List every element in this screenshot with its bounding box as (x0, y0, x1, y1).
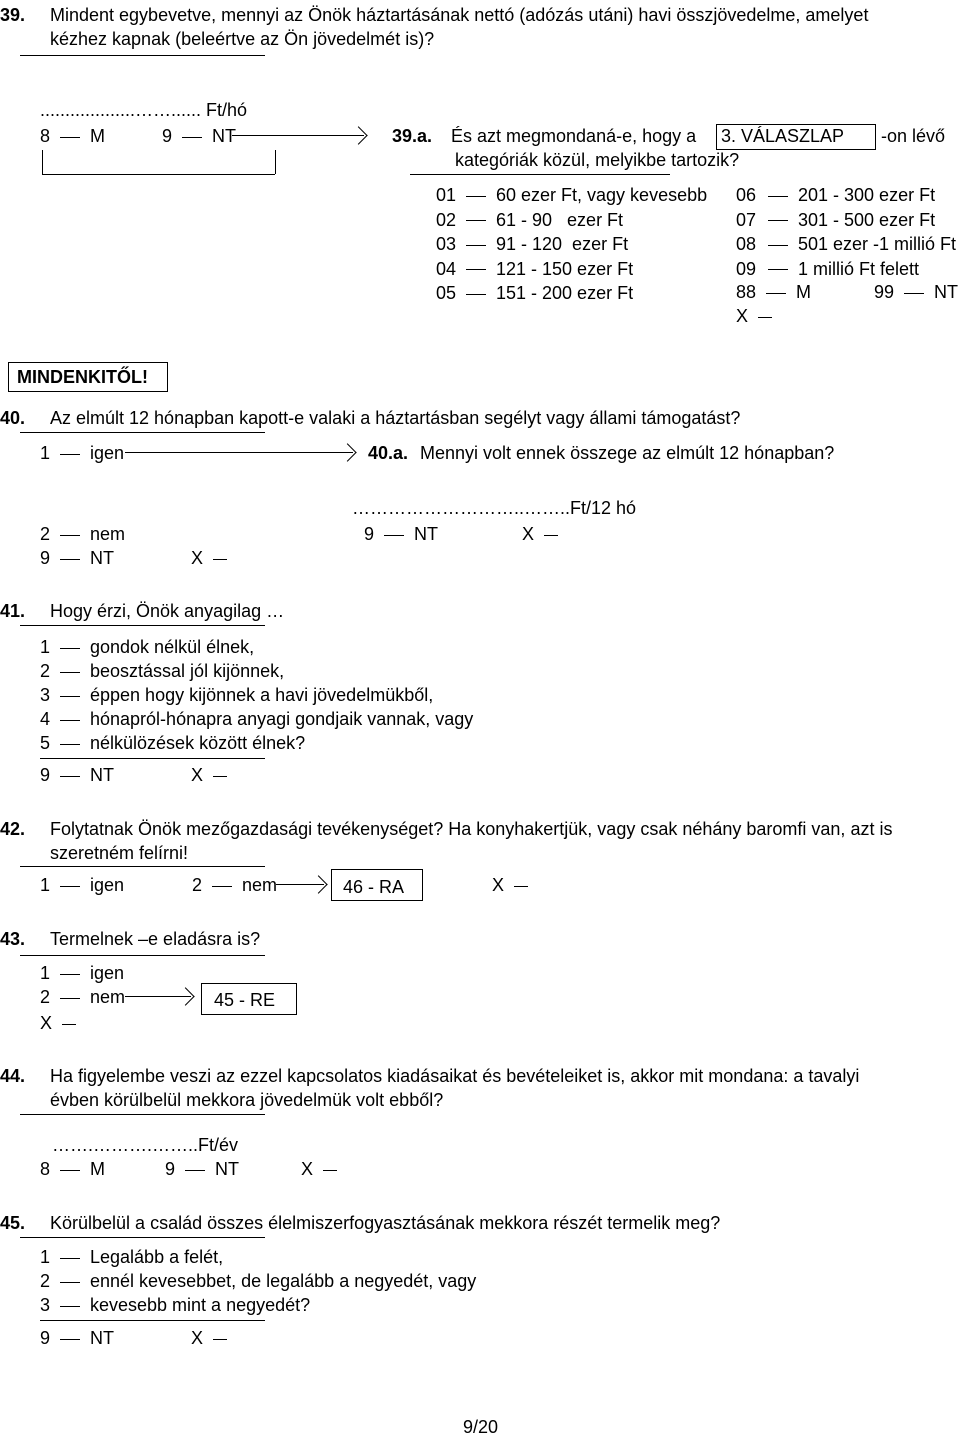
dash-mark (60, 648, 80, 649)
q41-number: 41. (0, 601, 26, 621)
dash-mark (60, 696, 80, 697)
q40a-answer-field[interactable]: ………………………..……..Ft/12 hó (352, 498, 637, 518)
q40a-option-nt[interactable]: 9 NT (364, 524, 439, 544)
q45-option-x[interactable]: X (191, 1327, 237, 1349)
q41-option-x[interactable]: X (191, 764, 237, 786)
q41-option-3[interactable] (40, 684, 433, 706)
option-label: ennél kevesebbet, de legalább a negyedét, vagy (90, 1271, 477, 1291)
q43-option-x[interactable]: X (40, 1012, 86, 1034)
q39a-option-05[interactable] (436, 282, 633, 304)
option-label: 60 ezer Ft, vagy kevesebb (496, 185, 708, 205)
option-code: 1 (40, 1247, 51, 1267)
q40a-number: 40.a. (368, 443, 409, 463)
dash-mark (768, 196, 788, 197)
q41-option-nt[interactable]: 9 NT (40, 765, 115, 785)
q40a-text: Mennyi volt ennek összege az elmúlt 12 hónapban? (420, 443, 835, 463)
option-code: 3 (40, 1295, 51, 1315)
q44-option-nt[interactable]: 9 NT (165, 1159, 240, 1179)
q41-option-5[interactable] (40, 732, 305, 754)
q45-option-3[interactable] (40, 1294, 310, 1316)
q43-number: 43. (0, 929, 26, 949)
dash-mark (60, 744, 80, 745)
q39-arrow-to-39a (232, 135, 364, 136)
option-label: kevesebb mint a negyedét? (90, 1295, 311, 1315)
q41-option-4[interactable] (40, 708, 473, 730)
dash-mark (60, 1258, 80, 1259)
q42-option-x[interactable]: X (492, 874, 538, 896)
q45-text: Körülbelül a család összes élelmiszerfogyasztásának mekkora részét termelik meg? (50, 1213, 721, 1233)
q42-option-no[interactable]: 2 nem (192, 875, 278, 895)
dash-mark (60, 720, 80, 721)
option-label: nélkülözések között élnek? (90, 733, 306, 753)
option-label: hónapról-hónapra anyagi gondjaik vannak, vagy (90, 709, 474, 729)
q41-text: Hogy érzi, Önök anyagilag … (50, 601, 285, 621)
q45-divider (20, 1237, 265, 1238)
option-label: éppen hogy kijönnek a havi jövedelmükből, (90, 685, 434, 705)
option-code: 02 (436, 209, 457, 230)
option-label: 1 millió Ft felett (798, 258, 920, 279)
q39a-option-02[interactable] (436, 209, 623, 231)
q39a-option-m[interactable]: 88 M (736, 282, 812, 302)
q45-option-1[interactable] (40, 1246, 223, 1268)
q39-answer-field[interactable]: ...................……...... Ft/hó (40, 100, 248, 120)
q45-number: 45. (0, 1213, 26, 1233)
dash-mark (466, 294, 486, 295)
option-code: 09 (736, 258, 757, 279)
option-code: 06 (736, 185, 757, 205)
q42-option-yes[interactable]: 1 igen (40, 875, 125, 895)
q39a-option-x[interactable]: X (736, 305, 782, 327)
option-code: 2 (40, 1271, 51, 1291)
q44-number: 44. (0, 1066, 26, 1086)
q40-option-nt[interactable]: 9 NT (40, 548, 115, 568)
option-code: 07 (736, 209, 757, 230)
q39-number: 39. (0, 5, 26, 25)
dash-mark (768, 220, 788, 221)
q44-answer-field[interactable]: …….……….……..Ft/év (52, 1135, 239, 1155)
q39-option-nt[interactable]: 9 NT (162, 126, 237, 146)
dash-mark (768, 245, 788, 246)
q39-bracket-right (275, 150, 276, 174)
dash-mark (466, 196, 486, 197)
valaszlap-label: 3. VÁLASZLAP (721, 126, 845, 146)
q43-arrow (125, 996, 191, 997)
option-code: 2 (40, 661, 51, 681)
q39a-option-07[interactable] (736, 209, 935, 231)
q40-number: 40. (0, 408, 26, 428)
q43-option-no[interactable]: 2 nem (40, 987, 126, 1007)
q39a-divider (410, 174, 670, 175)
page-number: 9/20 (463, 1417, 499, 1437)
q42-divider (20, 866, 265, 867)
dash-mark (60, 1306, 80, 1307)
q39a-text2: -on lévő (881, 126, 946, 146)
q40a-option-x[interactable]: X (522, 523, 568, 545)
q40-option-x[interactable]: X (191, 547, 237, 569)
q40-option-yes[interactable]: 1 igen (40, 443, 125, 463)
option-label: 301 - 500 ezer Ft (798, 209, 936, 230)
q40-arrow-to-40a (125, 452, 353, 453)
q45-option-2[interactable] (40, 1270, 476, 1292)
option-label: Legalább a felét, (90, 1247, 224, 1267)
q39a-option-04[interactable] (436, 258, 633, 280)
q43-option-yes[interactable]: 1 igen (40, 963, 125, 983)
option-code: 1 (40, 637, 51, 657)
q39a-option-01[interactable] (436, 184, 707, 206)
q45-options-divider (40, 1320, 265, 1321)
q41-divider (20, 625, 265, 626)
q39-option-m[interactable]: 8 M (40, 126, 106, 146)
q44-text-line1: Ha figyelembe veszi az ezzel kapcsolatos kiadásaikat és bevételeiket is, akkor mit mondana: a tavalyi (50, 1066, 860, 1086)
q39a-option-06[interactable] (736, 184, 935, 206)
q43-text: Termelnek –e eladásra is? (50, 929, 261, 949)
option-label: 91 - 120 ezer Ft (496, 234, 629, 254)
q40-option-no[interactable]: 2 nem (40, 524, 126, 544)
q41-options-divider (40, 758, 265, 759)
q39-bracket-left (42, 150, 43, 174)
q39-divider (20, 55, 265, 56)
option-code: 3 (40, 685, 51, 705)
q39a-option-09[interactable] (736, 258, 919, 280)
q42-arrow (276, 884, 324, 885)
option-label: 151 - 200 ezer Ft (496, 283, 634, 303)
option-label: 121 - 150 ezer Ft (496, 258, 634, 279)
q42-skip-label: 46 - RA (343, 877, 405, 897)
option-label: beosztással jól kijönnek, (90, 661, 285, 681)
option-label: 501 ezer -1 millió Ft (798, 234, 957, 254)
q39a-text1: És azt megmondaná-e, hogy a (451, 126, 697, 146)
dash-mark (60, 1282, 80, 1283)
q44-divider (20, 1114, 265, 1115)
option-code: 5 (40, 733, 51, 753)
option-label: 201 - 300 ezer Ft (798, 185, 936, 205)
q39-text-line2: kézhez kapnak (beleértve az Ön jövedelmét is)? (50, 29, 435, 49)
dash-mark (466, 245, 486, 246)
q39-text-line1: Mindent egybevetve, mennyi az Önök háztartásának nettó (adózás utáni) havi összjövedelme, amelyet (50, 5, 869, 25)
q42-text-line1: Folytatnak Önök mezőgazdasági tevékenységet? Ha konyhakertjük, vagy csak néhány baromfi van, azt is (50, 819, 893, 839)
q45-option-nt[interactable]: 9 NT (40, 1328, 115, 1348)
option-code: 03 (436, 234, 457, 254)
dash-mark (466, 269, 486, 270)
option-code: 4 (40, 709, 51, 729)
dash-mark (768, 269, 788, 270)
q44-option-x[interactable]: X (301, 1158, 347, 1180)
q44-option-m[interactable]: 8 M (40, 1159, 106, 1179)
option-label: 61 - 90 ezer Ft (496, 209, 624, 230)
option-code: 04 (436, 258, 457, 279)
q40-text: Az elmúlt 12 hónapban kapott-e valaki a háztartásban segélyt vagy állami támogatást? (50, 408, 741, 428)
dash-mark (466, 220, 486, 221)
q44-text-line2: évben körülbelül mekkora jövedelmük volt ebből? (50, 1090, 444, 1110)
q42-text-line2: szeretném felírni! (50, 843, 189, 863)
option-label: gondok nélkül élnek, (90, 637, 255, 657)
option-code: 08 (736, 234, 757, 254)
q39a-option-03[interactable] (436, 233, 628, 255)
dash-mark (60, 672, 80, 673)
q39a-text-line2: kategóriák közül, melyikbe tartozik? (455, 150, 740, 170)
q40-divider (20, 432, 265, 433)
q39a-option-08[interactable] (736, 233, 956, 255)
option-code: 05 (436, 283, 457, 303)
everyone-label: MINDENKITŐL! (17, 367, 148, 387)
q43-skip-label: 45 - RE (214, 990, 276, 1010)
option-code: 01 (436, 185, 457, 205)
q41-option-1[interactable] (40, 636, 254, 658)
q39a-number: 39.a. (392, 126, 433, 146)
q41-option-2[interactable] (40, 660, 284, 682)
q43-divider (20, 955, 265, 956)
q39a-option-nt[interactable]: 99 NT (874, 282, 959, 302)
q42-number: 42. (0, 819, 26, 839)
q39-bracket-bottom (42, 174, 275, 175)
